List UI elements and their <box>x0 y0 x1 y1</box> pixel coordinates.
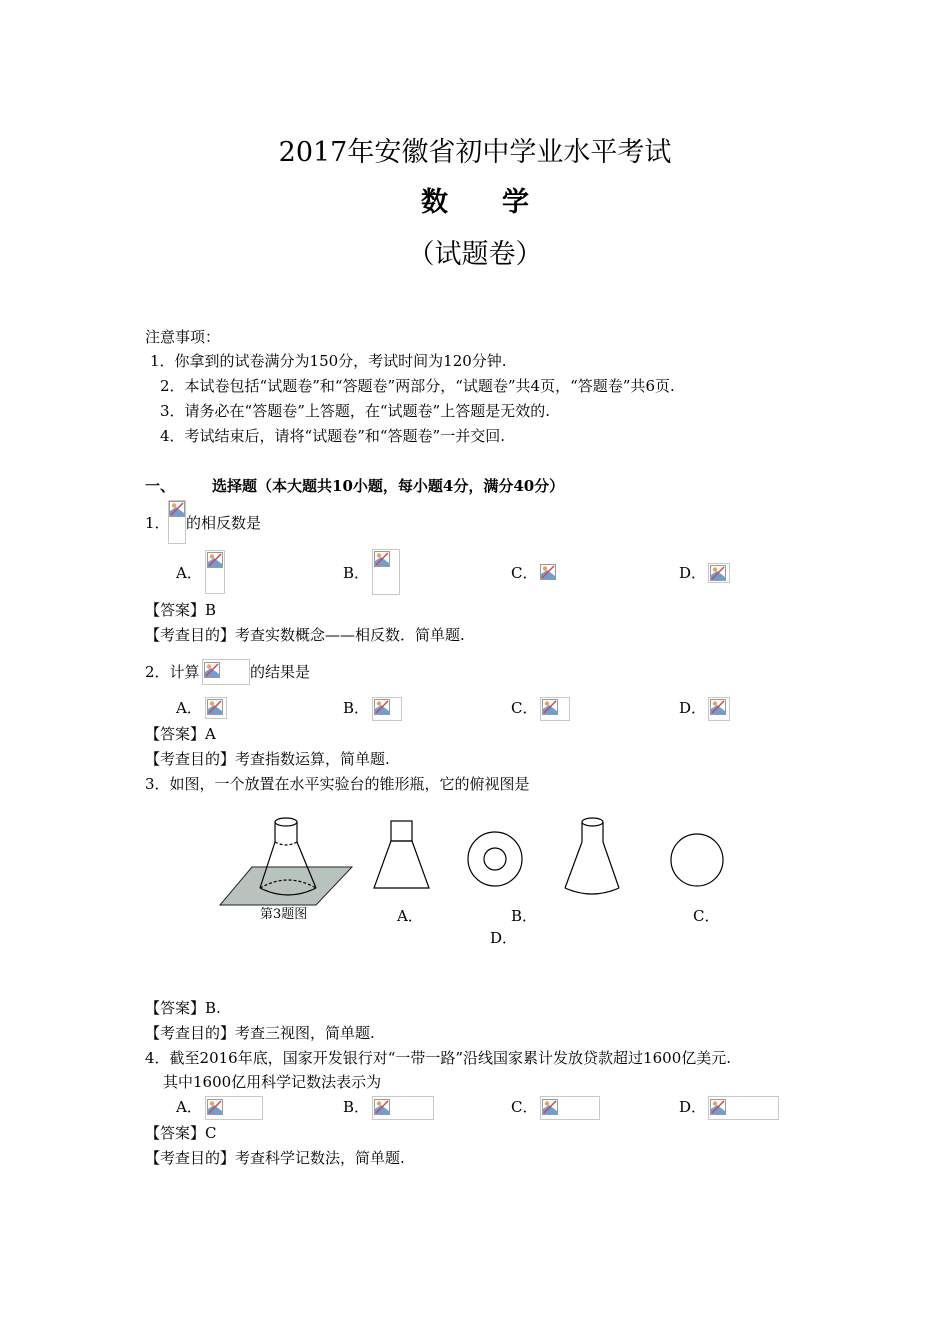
option-d-image <box>708 697 730 721</box>
purpose: 【考查目的】考查科学记数法，简单题. <box>145 1149 405 1167</box>
question-stem-pre: 2．计算 <box>145 663 200 681</box>
broken-image-icon <box>710 1099 726 1115</box>
broken-image-icon <box>169 501 185 517</box>
answer: 【答案】C <box>145 1124 217 1142</box>
option-b-label: B． <box>343 699 370 717</box>
answer: 【答案】B <box>145 601 217 619</box>
purpose: 【考查目的】考查指数运算，简单题. <box>145 750 390 768</box>
notice-item: 1．你拿到的试卷满分为150分，考试时间为120分钟. <box>150 352 507 370</box>
question-stem: 4．截至2016年底，国家开发银行对“一带一路”沿线国家累计发放贷款超过1600亿美元. <box>145 1049 731 1067</box>
q3-figure <box>0 800 950 920</box>
option-b-shape <box>468 832 522 886</box>
option-a-label: A． <box>176 564 202 582</box>
question-stem: 3．如图，一个放置在水平实验台的锥形瓶，它的俯视图是 <box>145 775 530 793</box>
option-c-image <box>540 697 570 721</box>
broken-image-icon <box>374 699 390 715</box>
broken-image-icon <box>207 552 223 568</box>
broken-image-icon <box>207 1099 223 1115</box>
option-b-image <box>372 1096 434 1120</box>
question-stem-post: 的结果是 <box>250 663 311 681</box>
broken-image-icon <box>542 699 558 715</box>
subject-title: 数 学 <box>421 187 529 218</box>
broken-image-icon <box>710 699 726 715</box>
formula-image <box>202 659 250 685</box>
option-a-shape <box>374 821 429 888</box>
notice-heading: 注意事项： <box>145 328 221 346</box>
notice-item: 2．本试卷包括“试题卷”和“答题卷”两部分，“试题卷”共4页，“答题卷”共6页. <box>160 377 675 395</box>
broken-image-icon <box>374 1099 390 1115</box>
paper-type: （试题卷） <box>407 239 543 270</box>
option-d-shape <box>671 834 723 886</box>
option-a-image <box>205 550 225 594</box>
option-d-image <box>708 1096 779 1120</box>
option-d-label: D． <box>679 1098 707 1116</box>
option-d-label: D． <box>490 929 518 947</box>
option-b-label: B． <box>343 564 370 582</box>
section-title: 选择题（本大题共10小题，每小题4分，满分40分） <box>212 477 565 495</box>
broken-image-icon <box>204 662 220 678</box>
broken-image-icon <box>207 699 223 715</box>
section-number: 一、 <box>145 477 176 495</box>
option-b-image <box>372 697 402 721</box>
answer: 【答案】B. <box>145 999 221 1017</box>
option-a-image <box>205 697 227 719</box>
option-d-label: D． <box>679 564 707 582</box>
broken-image-icon <box>540 564 556 580</box>
option-c-label: C． <box>511 1098 538 1116</box>
option-c-label: C． <box>511 564 538 582</box>
question-stem: 的相反数是 <box>186 514 262 532</box>
option-c-image <box>540 1096 600 1120</box>
lab-table-plane <box>220 867 352 905</box>
answer: 【答案】A <box>145 725 216 743</box>
purpose: 【考查目的】考查实数概念——相反数．简单题. <box>145 626 465 644</box>
option-b-image <box>372 549 400 595</box>
option-d-label: D． <box>679 699 707 717</box>
exam-title: 2017年安徽省初中学业水平考试 <box>278 137 672 168</box>
option-c-label: C． <box>511 699 538 717</box>
option-c-shape <box>565 818 619 894</box>
option-a-image <box>205 1096 263 1120</box>
notice-item: 3．请务必在“答题卷”上答题，在“试题卷”上答题是无效的. <box>160 402 550 420</box>
broken-image-icon <box>542 1099 558 1115</box>
option-d-image <box>708 563 730 583</box>
option-a-label: A． <box>176 699 202 717</box>
broken-image-icon <box>710 565 726 581</box>
formula-image <box>168 500 186 544</box>
option-a-label: A． <box>176 1098 202 1116</box>
option-b-label: B． <box>511 907 538 925</box>
option-a-label: A． <box>397 907 423 925</box>
option-c-label: C． <box>693 907 720 925</box>
question-number: 1． <box>145 514 170 532</box>
purpose: 【考查目的】考查三视图，简单题. <box>145 1024 375 1042</box>
question-stem-cont: 其中1600亿用科学记数法表示为 <box>163 1073 382 1091</box>
notice-item: 4．考试结束后，请将“试题卷”和“答题卷”一并交回. <box>160 427 505 445</box>
broken-image-icon <box>374 551 390 567</box>
option-b-label: B． <box>343 1098 370 1116</box>
option-c-image <box>540 564 554 580</box>
figure-caption: 第3题图 <box>260 907 308 922</box>
